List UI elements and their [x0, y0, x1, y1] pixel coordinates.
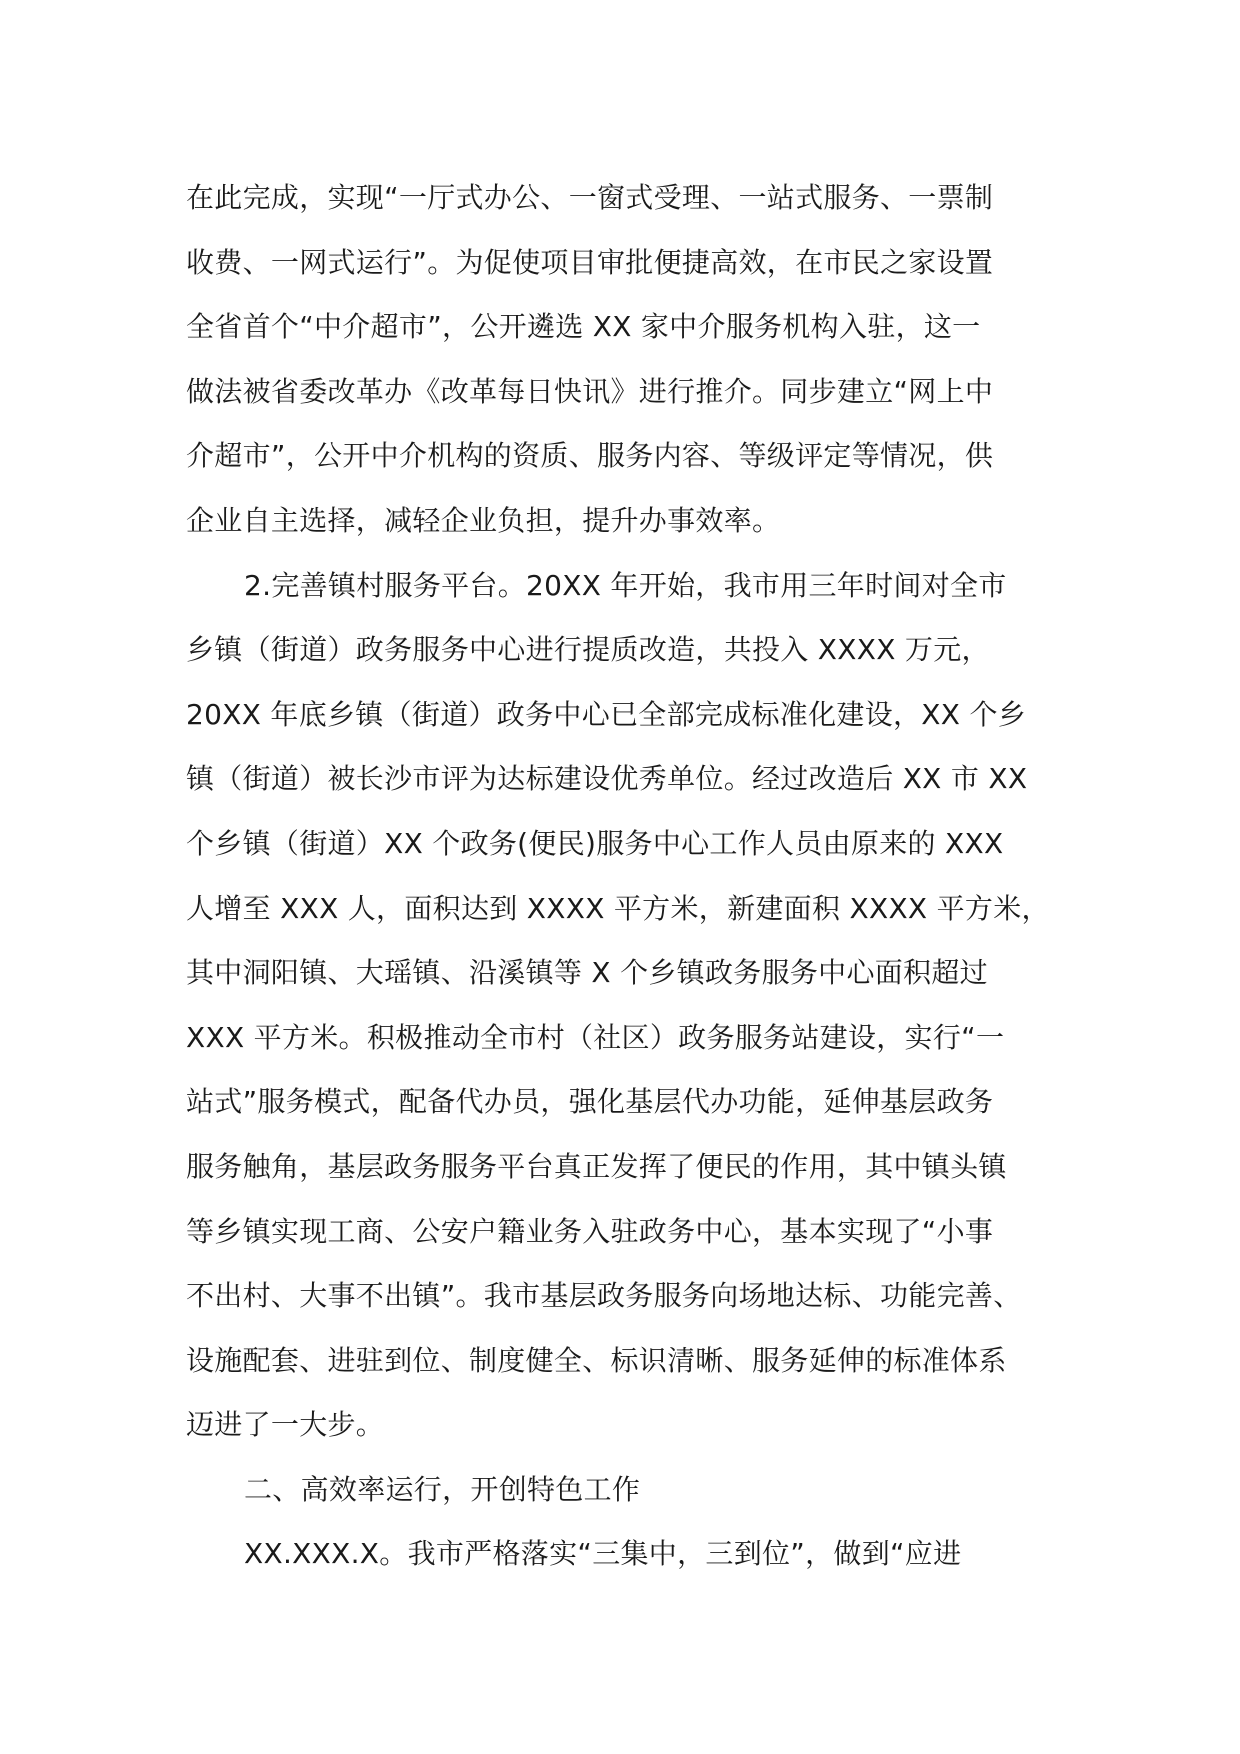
text-line: 不出村、大事不出镇”。我市基层政务服务向场地达标、功能完善、 [186, 1279, 1022, 1313]
text-line: 收费、一网式运行”。为促使项目审批便捷高效，在市民之家设置 [186, 245, 994, 279]
text-line: 服务触角，基层政务服务平台真正发挥了便民的作用，其中镇头镇 [186, 1149, 1007, 1183]
text-line: 等乡镇实现工商、公安户籍业务入驻政务中心，基本实现了“小事 [186, 1214, 994, 1248]
text-line: 乡镇（街道）政务服务中心进行提质改造，共投入 XXXX 万元， [186, 633, 990, 667]
section-heading-line: 2.完善镇村服务平台。20XX 年开始，我市用三年时间对全市 [244, 568, 1007, 602]
section-heading: 二、高效率运行，开创特色工作 [244, 1472, 641, 1506]
text-line: 企业自主选择，减轻企业负担，提升办事效率。 [186, 503, 781, 537]
text-line: 站式”服务模式，配备代办员，强化基层代办功能，延伸基层政务 [186, 1085, 994, 1119]
text-line: 迈进了一大步。 [186, 1408, 385, 1442]
text-line: 在此完成，实现“一厅式办公、一窗式受理、一站式服务、一票制 [186, 181, 994, 214]
text-line: 做法被省委改革办《改革每日快讯》进行推介。同步建立“网上中 [186, 374, 994, 408]
text-line: 介超市”，公开中介机构的资质、服务内容、等级评定等情况，供 [186, 439, 994, 473]
text-line: 个乡镇（街道）XX 个政务(便民)服务中心工作人员由原来的 XXX [186, 826, 1004, 860]
text-line: 20XX 年底乡镇（街道）政务中心已全部完成标准化建设，XX 个乡 [186, 697, 1027, 731]
text-line: XXX 平方米。积极推动全市村（社区）政务服务站建设，实行“一 [186, 1020, 1005, 1054]
text-line: 人增至 XXX 人，面积达到 XXXX 平方米，新建面积 XXXX 平方米， [186, 891, 1050, 925]
text-line: 镇（街道）被长沙市评为达标建设优秀单位。经过改造后 XX 市 XX [186, 762, 1028, 796]
text-line: 设施配套、进驻到位、制度健全、标识清晰、服务延伸的标准体系 [186, 1343, 1007, 1377]
text-line: XX.XXX.X。我市严格落实“三集中，三到位”，做到“应进 [244, 1537, 962, 1571]
body-text [186, 166, 1066, 1587]
text-line: 其中洞阳镇、大瑶镇、沿溪镇等 X 个乡镇政务服务中心面积超过 [186, 956, 988, 990]
text-line: 全省首个“中介超市”，公开遴选 XX 家中介服务机构入驻，这一 [186, 310, 981, 344]
